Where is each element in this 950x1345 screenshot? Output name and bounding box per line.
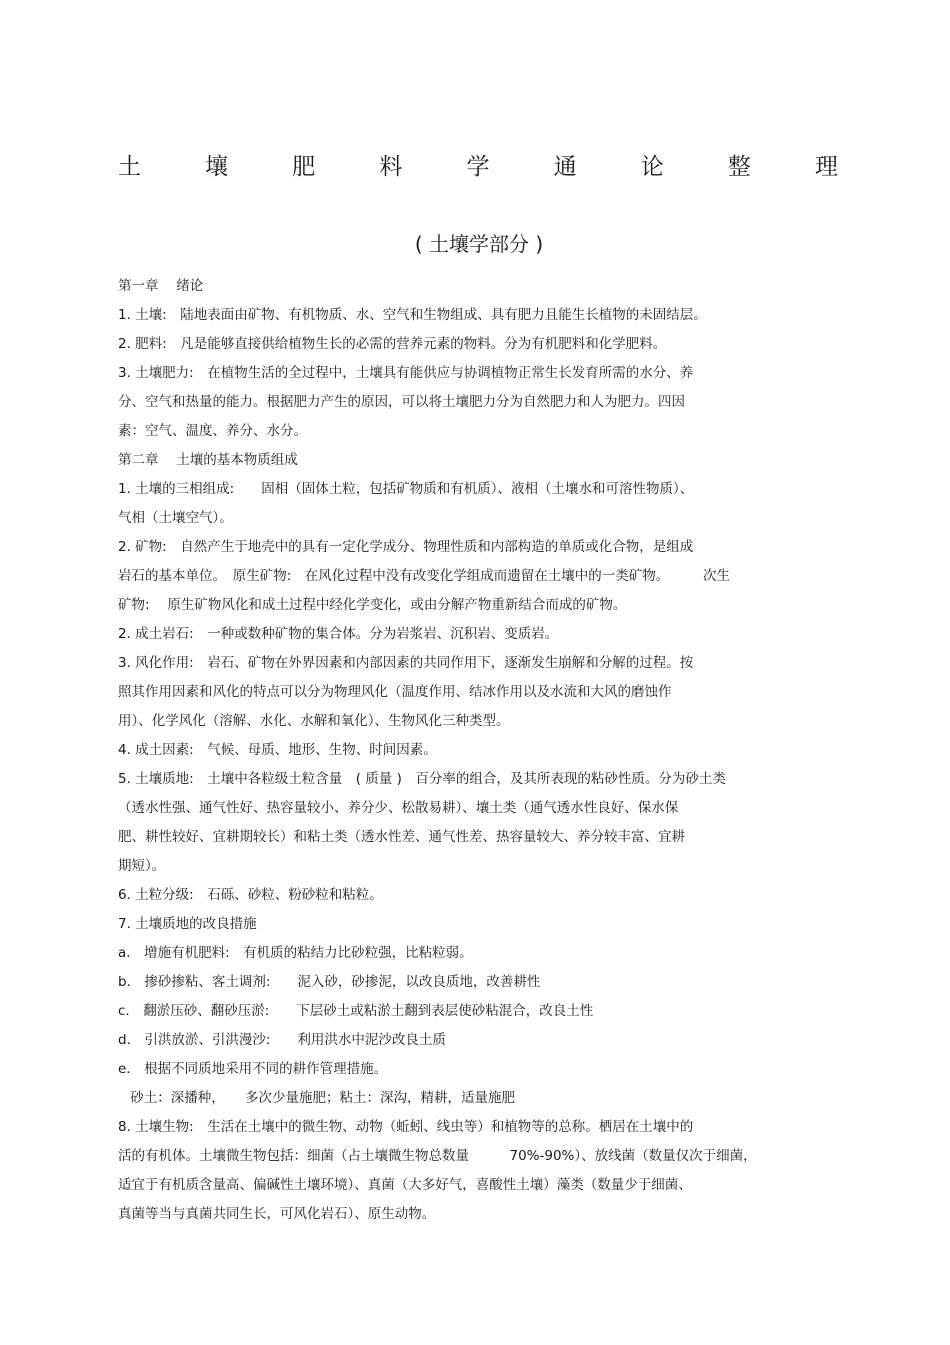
text-line: 照其作用因素和风化的特点可以分为物理风化（温度作用、结冰作用以及水流和大风的磨蚀作 [118,684,672,700]
title-char: 料 [379,154,403,180]
text-line: 5. 土壤质地: 土壤中各粒级土粒含量 ( 质量 ) 百分率的组合，及其所表现的粘砂性质。分为砂土类 [118,771,726,787]
list-item: a. 增施有机肥料: 有机质的粘结力比砂粒强，比粘粒弱。 [118,945,473,961]
title-char: 通 [553,154,577,180]
document-title [118,152,838,182]
text-line: 分、空气和热量的能力。根据肥力产生的原因，可以将土壤肥力分为自然肥力和人为肥力。四因 [118,394,685,410]
list-item: b. 掺砂掺粘、客土调剂: 泥入砂，砂掺泥，以改良质地，改善耕性 [118,974,541,990]
text-line: 真菌等当与真菌共同生长，可风化岩石）、原生动物。 [118,1206,436,1222]
chapter-heading: 第二章 土壤的基本物质组成 [118,452,298,468]
text-line: 素：空气、温度、养分、水分。 [118,423,307,439]
text-line: 2. 矿物: 自然产生于地壳中的具有一定化学成分、物理性质和内部构造的单质或化合物，是组成 [118,539,694,555]
text-line: 7. 土壤质地的改良措施 [118,916,257,932]
text-line: （透水性强、通气性好、热容量较小、养分少、松散易耕）、壤土类（通气透水性良好、保水保 [118,800,679,816]
text-line: 适宜于有机质含量高、偏碱性土壤环境）、真菌（大多好气，喜酸性土壤）藻类（数量少于细菌、 [118,1177,692,1193]
text-line: 肥、耕性较好、宜耕期较长）和粘土类（透水性差、通气性差、热容量较大、养分较丰富、宜耕 [118,829,685,845]
text-line: 期短）。 [118,858,166,874]
title-char: 论 [640,154,664,180]
text-line: 2. 肥料: 凡是能够直接供给植物生长的必需的营养元素的物料。分为有机肥料和化学肥料。 [118,336,667,352]
title-char: 学 [466,154,490,180]
title-char: 土 [118,154,141,180]
text-line: 2. 成土岩石: 一种或数种矿物的集合体。分为岩浆岩、沉积岩、变质岩。 [118,626,559,642]
title-char: 肥 [292,154,316,180]
text-line: 8. 土壤生物: 生活在土壤中的微生物、动物（蚯蚓、线虫等）和植物等的总称。栖居在土壤中的 [118,1119,694,1135]
text-line: 砂土：深播种， 多次少量施肥；粘土：深沟，精耕，适量施肥 [126,1090,516,1106]
list-item: e. 根据不同质地采用不同的耕作管理措施。 [118,1061,388,1077]
text-line: 3. 土壤肥力: 在植物生活的全过程中，土壤具有能供应与协调植物正常生长发育所需的水分、养 [118,365,694,381]
text-line: 1. 土壤的三相组成: 固相（固体土粒，包括矿物质和有机质）、液相（土壤水和可溶性物质）、 [118,481,694,497]
text-line: 活的有机体。土壤微生物包括：细菌（占土壤微生物总数量 70%-90%）、放线菌（数量仅次于细菌， [118,1148,757,1164]
text-line: 岩石的基本单位。 原生矿物: 在风化过程中没有改变化学组成而遗留在土壤中的一类矿物。 次生 [118,568,731,584]
text-line: 用）、化学风化（溶解、水化、水解和氧化）、生物风化三种类型。 [118,713,510,729]
document-subtitle: ( 土壤学部分 ) [414,232,544,256]
text-line: 3. 风化作用: 岩石、矿物在外界因素和内部因素的共同作用下，逐渐发生崩解和分解的过程。按 [118,655,694,671]
text-line: 矿物: 原生矿物风化和成土过程中经化学变化，或由分解产物重新结合而成的矿物。 [118,597,627,613]
title-char: 壤 [205,154,229,180]
text-line: 气相（土壤空气）。 [118,510,233,526]
list-item: d. 引洪放淤、引洪漫沙: 利用洪水中泥沙改良土质 [118,1032,446,1048]
chapter-heading: 第一章 绪论 [118,278,204,294]
text-line: 4. 成土因素: 气候、母质、地形、生物、时间因素。 [118,742,437,758]
list-item: c. 翻淤压砂、翻砂压淤: 下层砂土或粘淤土翻到表层使砂粘混合，改良土性 [118,1003,594,1019]
title-char: 理 [815,154,838,180]
title-char: 整 [727,154,751,180]
document-body [118,272,858,1229]
text-line: 1. 土壤: 陆地表面由矿物、有机物质、水、空气和生物组成、具有肥力且能生长植物的未固结层。 [118,307,707,323]
text-line: 6. 土粒分级: 石砾、砂粒、粉砂粒和粘粒。 [118,887,383,903]
